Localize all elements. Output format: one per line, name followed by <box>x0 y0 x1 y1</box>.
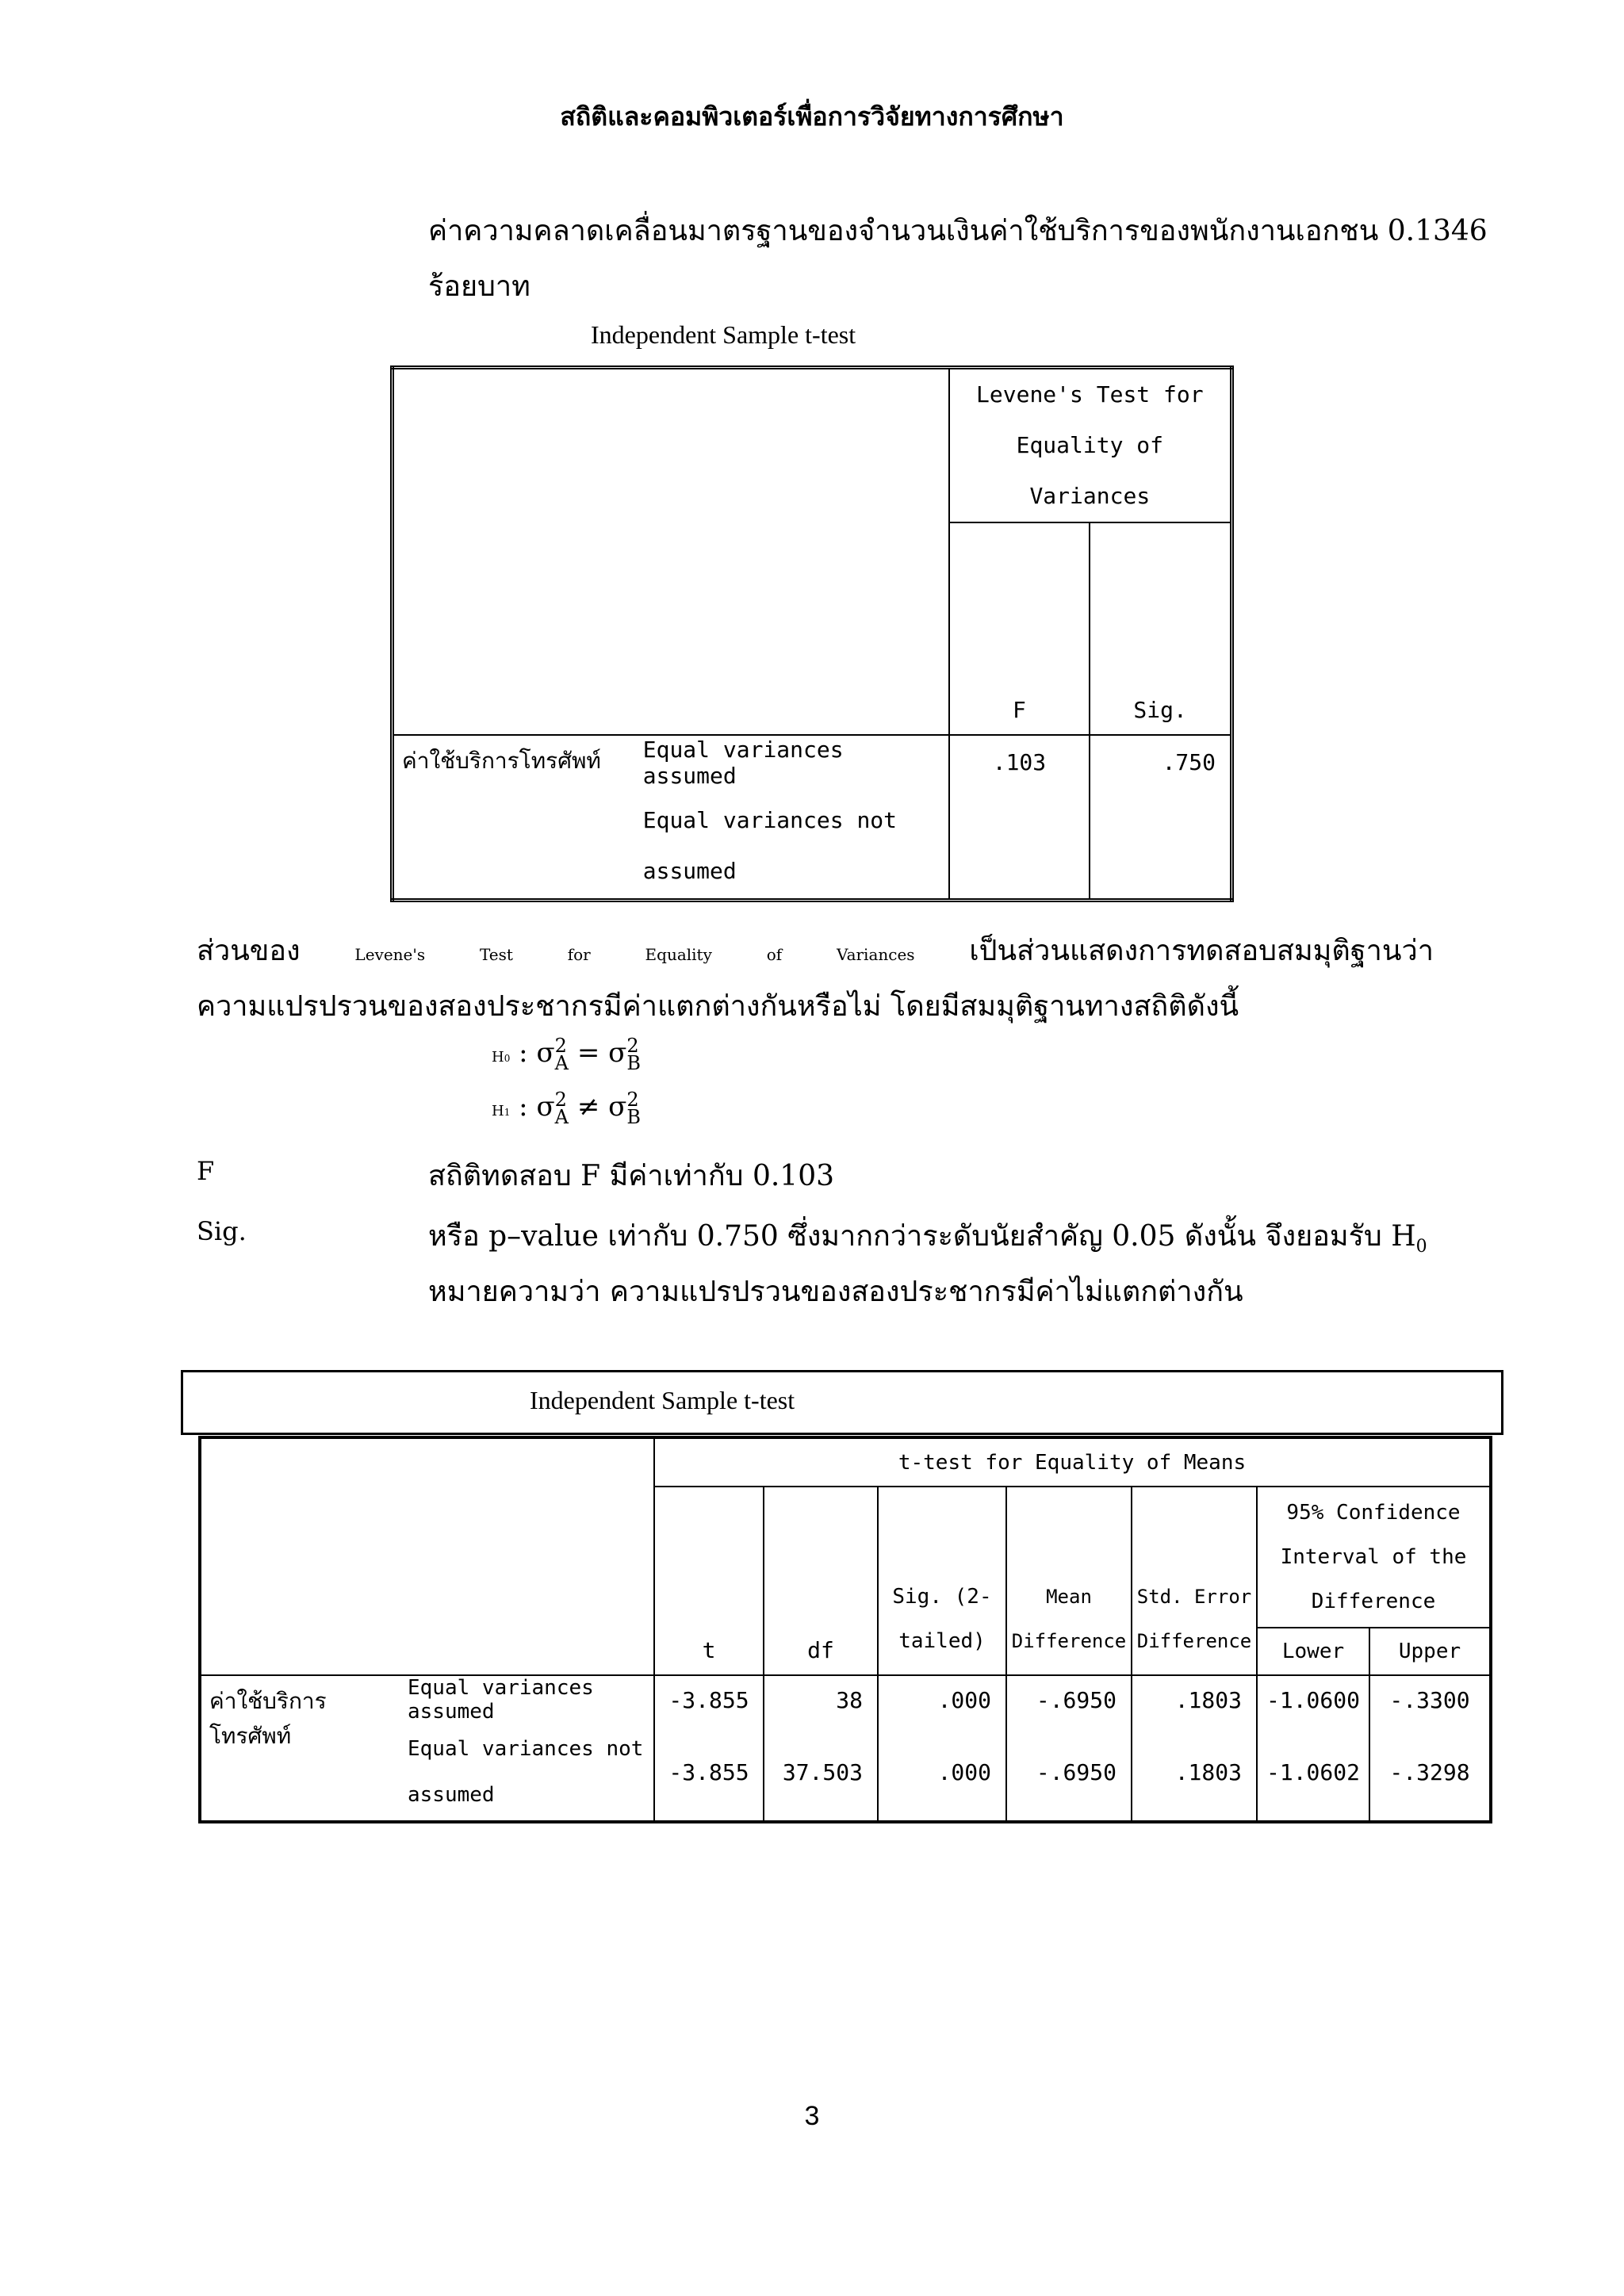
word-levene: Levene's <box>354 945 426 964</box>
table1-col-f: F <box>949 522 1090 735</box>
table1-row-label: ค่าใช้บริการโทรศัพท์ <box>393 735 635 900</box>
word-variances: Variances <box>836 945 915 964</box>
table1-group-header: Levene's Test for Equality of Variances <box>949 368 1232 523</box>
table1-row1-label: Equal variances assumed <box>635 735 949 789</box>
table2-group-header: t-test for Equality of Means <box>654 1437 1491 1487</box>
table2-caption: Independent Sample t-test <box>530 1386 795 1414</box>
sig-text-line-2: หมายความว่า ความแปรปรวนของสองประชากรมีค่าไม่แตกต่างกัน <box>428 1276 1243 1308</box>
table2-row1-upper: -.3300 <box>1369 1675 1491 1724</box>
sig-term: Sig. <box>197 1216 247 1246</box>
table2-col-lower: Lower <box>1257 1628 1369 1675</box>
table2-row2-se: .1803 <box>1132 1724 1257 1822</box>
f-text: สถิติทดสอบ F มีค่าเท่ากับ 0.103 <box>428 1160 834 1192</box>
table2-row2-sig: .000 <box>878 1724 1006 1822</box>
table2-row1-t: -3.855 <box>654 1675 764 1724</box>
table2-row2-t: -3.855 <box>654 1724 764 1822</box>
page-header: สถิติและคอมพิวเตอร์เพื่อการวิจัยทางการศึกษา <box>560 101 1064 132</box>
word-for: for <box>567 945 591 964</box>
word-of: of <box>766 945 783 964</box>
explanation-suffix: เป็นส่วนแสดงการทดสอบสมมุติฐานว่า <box>969 935 1434 967</box>
levene-table <box>390 365 1234 902</box>
ttest-table <box>198 1436 1492 1823</box>
word-test: Test <box>479 945 513 964</box>
table1-row2-sig <box>1090 789 1231 900</box>
table2-col-df: df <box>764 1487 878 1675</box>
table1-caption: Independent Sample t-test <box>591 320 856 349</box>
f-term: F <box>197 1156 215 1186</box>
intro-line-2: ร้อยบาท <box>428 270 530 303</box>
intro-line-1: ค่าความคลาดเคลื่อนมาตรฐานของจำนวนเงินค่าใช้บริการของพนักงานเอกชน 0.1346 <box>428 215 1488 247</box>
table2-row1-label: Equal variances assumed <box>400 1675 654 1724</box>
table1-col-sig: Sig. <box>1090 522 1231 735</box>
sig-text-line: หรือ p–value เท่ากับ 0.750 ซึ่งมากกว่าระดับนัยสำคัญ 0.05 ดังนั้น จึงยอมรับ $H_0$ <box>428 1220 1427 1257</box>
hypothesis-h0: H0 : σ 2 A = σ 2 B <box>492 1035 641 1074</box>
table2-row1-se: .1803 <box>1132 1675 1257 1724</box>
table2-col-upper: Upper <box>1369 1628 1491 1675</box>
table1-blank-header <box>393 368 949 736</box>
explanation-line-1 <box>197 928 1434 973</box>
table2-row1-mean: -.6950 <box>1006 1675 1132 1724</box>
table1-row2-f <box>949 789 1090 900</box>
explanation-line-2: ความแปรปรวนของสองประชากรมีค่าแตกต่างกันหรือไม่ โดยมีสมมุติฐานทางสถิติดังนี้ <box>197 990 1239 1023</box>
table2-row2-df: 37.503 <box>764 1724 878 1822</box>
table2-blank-header <box>200 1437 654 1675</box>
hypothesis-h1: H1 : σ 2 A ≠ σ 2 B <box>492 1089 641 1128</box>
table2-ci-header: 95% Confidence Interval of the Difference <box>1257 1487 1491 1628</box>
table2-row1-lower: -1.0600 <box>1257 1675 1369 1724</box>
table2-row2-mean: -.6950 <box>1006 1724 1132 1822</box>
table2-row-label: ค่าใช้บริการโทรศัพท์ <box>200 1675 400 1822</box>
page-number: 3 <box>804 2101 820 2131</box>
table1-row1-sig: .750 <box>1090 735 1231 789</box>
table2-col-sig: Sig. (2-tailed) <box>878 1487 1006 1675</box>
table2-row2-label: Equal variances not assumed <box>400 1724 654 1822</box>
table2-col-mean: Mean Difference <box>1006 1487 1132 1675</box>
table2-row2-upper: -.3298 <box>1369 1724 1491 1822</box>
table2-caption-frame <box>181 1370 1503 1435</box>
table2-row2-lower: -1.0602 <box>1257 1724 1369 1822</box>
table1-row1-f: .103 <box>949 735 1090 789</box>
table2-col-t: t <box>654 1487 764 1675</box>
word-equality: Equality <box>645 945 712 964</box>
table2-row1-sig: .000 <box>878 1675 1006 1724</box>
table1-row2-label: Equal variances not assumed <box>635 789 949 900</box>
table2-col-se: Std. Error Difference <box>1132 1487 1257 1675</box>
explanation-prefix: ส่วนของ <box>197 935 301 967</box>
table2-row1-df: 38 <box>764 1675 878 1724</box>
